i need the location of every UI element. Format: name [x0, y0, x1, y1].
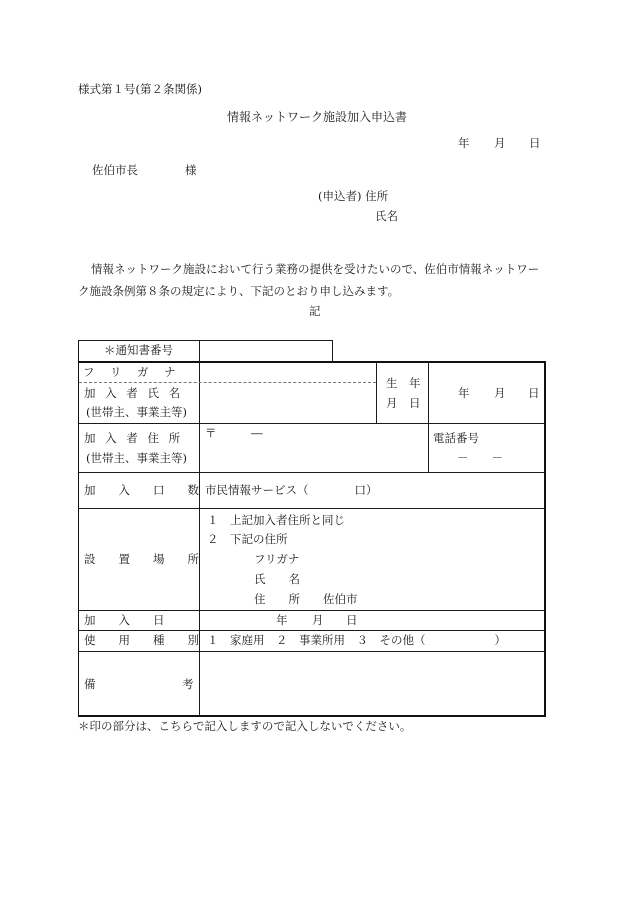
remarks-label: 備 [84, 677, 96, 691]
units-label: 加 入 口 数 [84, 483, 199, 497]
location-option-2[interactable]: ２ 下記の住所 [207, 532, 288, 546]
location-city: 佐伯市 [323, 592, 358, 606]
remarks-field[interactable] [201, 653, 543, 714]
location-furigana-label: フリガナ [254, 552, 300, 566]
addressee: 佐伯市長 [92, 163, 138, 177]
subscriber-address-label: 加 入 者 住 所 [84, 431, 184, 445]
body-text-line-2: ク施設条例第８条の規定により、下記のとおり申し込みます。 [78, 284, 400, 298]
form-title: 情報ネットワーク施設加入申込書 [227, 110, 408, 124]
footnote: ＊印の部分は、こちらで記入しますので記入しないでください。 [78, 719, 412, 733]
subscriber-address-note: (世帯主、事業主等) [86, 451, 187, 465]
phone-dashes: － － [457, 451, 503, 465]
furigana-label: フ リ ガ ナ [83, 365, 178, 379]
location-name-label: 氏 名 [254, 572, 300, 586]
birthdate-label-1: 生 年 [386, 376, 421, 390]
remarks-label-end: 考 [182, 677, 194, 691]
subscriber-name-label: 加 入 者 氏 名 [84, 386, 184, 400]
form-number: 様式第１号(第２条関係) [78, 82, 202, 96]
units-value[interactable]: 市民情報サービス（ 口） [205, 483, 378, 497]
subscriber-name-note: (世帯主、事業主等) [86, 405, 187, 419]
applicant-address-label: (申込者) 住所 [318, 189, 389, 203]
join-date-label: 加 入 日 [84, 613, 165, 627]
birth-month-label: 月 [494, 386, 506, 400]
birth-year-label: 年 [458, 386, 470, 400]
applicant-name-label: 氏名 [375, 209, 398, 223]
usage-type-options[interactable]: １ 家庭用 ２ 事業所用 ３ その他（ ） [207, 633, 506, 647]
notice-number-field[interactable] [201, 342, 330, 360]
join-month-label: 月 [312, 613, 324, 627]
join-day-label: 日 [346, 613, 358, 627]
postal-dash: ― [251, 426, 263, 440]
usage-type-label: 使 用 種 別 [84, 633, 199, 647]
phone-label: 電話番号 [433, 431, 479, 445]
subscriber-name-field[interactable] [201, 384, 374, 422]
furigana-field[interactable] [201, 364, 374, 381]
location-option-1[interactable]: １ 上記加入者住所と同じ [207, 513, 345, 527]
birthdate-label-2: 月 日 [386, 396, 421, 410]
postal-mark: 〒 [205, 426, 217, 440]
join-year-label: 年 [276, 613, 288, 627]
addressee-honorific: 様 [185, 163, 197, 177]
birth-day-label: 日 [528, 386, 540, 400]
ki-heading: 記 [309, 304, 321, 318]
date-day-label: 日 [529, 136, 541, 150]
body-text-line-1: 情報ネットワーク施設において行う業務の提供を受けたいので、佐伯市情報ネットワー [91, 262, 540, 276]
install-location-label: 設 置 場 所 [84, 552, 199, 566]
notice-number-label: ＊通知書番号 [104, 343, 173, 357]
location-address-label: 住 所 [254, 592, 300, 606]
date-year-label: 年 [458, 136, 470, 150]
date-month-label: 月 [494, 136, 506, 150]
subscriber-address-field[interactable] [201, 425, 426, 471]
